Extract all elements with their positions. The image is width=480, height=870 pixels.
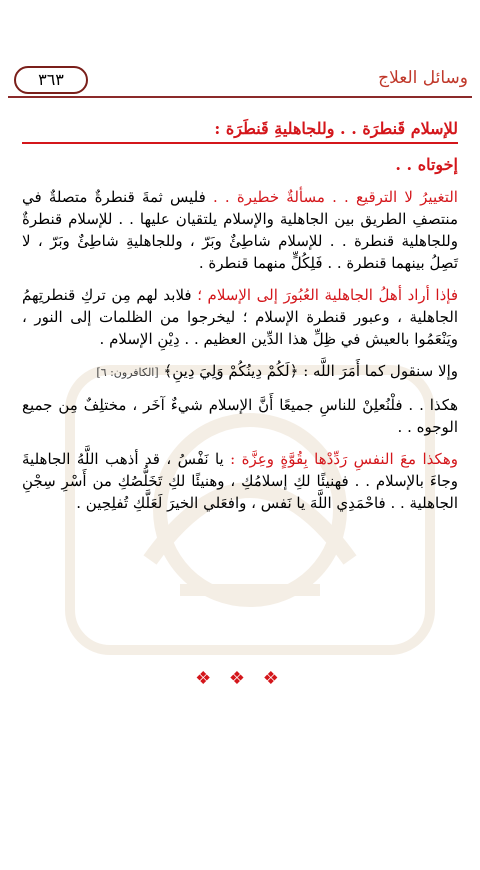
quote-intro: وإلا سنقول كما أَمَرَ اللَّه : bbox=[303, 362, 458, 380]
paragraph-soul bbox=[22, 448, 458, 514]
section-heading-text: للإسلام قَنطرَة . . وللجاهليةِ قَنطَرَة : bbox=[22, 118, 458, 144]
section-heading bbox=[22, 118, 458, 144]
page-content bbox=[22, 118, 458, 524]
page-number: ٣٦٣ bbox=[14, 66, 88, 94]
paragraph-quote bbox=[22, 360, 458, 384]
paragraph-change bbox=[22, 186, 458, 274]
quran-quote: ﴿لَكُمْ دِينُكُمْ وَلِيَ دِينِ﴾ bbox=[163, 362, 299, 380]
paragraph-soul-heading: وهكذا معَ النفسِ رَدِّدْها بِقُوَّةٍ وعِزَّة : bbox=[230, 450, 458, 468]
address-line: إخوتاه . . bbox=[395, 155, 458, 174]
paragraph-soul-body: يا نَفْسُ ، قد أذهب اللَّهُ الجاهليةَ وجاءَ بالإسلام . . فهنيئًا لكِ إسلامُكِ ، وهنيئًا لكِ تَخَلُّصُكِ من أَسْرِ سِجْنِ الجاهلية . . فاحْمَدِي اللَّهَ يا نَفس ، وافعَلي الخيرَ لَعَلَّكِ تُفلِحِين . bbox=[22, 450, 458, 512]
paragraph-change-heading: التغييرُ لا الترقيع . . مسألةٌ خطيرة . . bbox=[212, 188, 458, 206]
paragraph-announce: هكذا . . فلْنُعلِنْ للناسِ جميعًا أَنَّ الإسلام شيءٌ آخَر ، مختلِفٌ مِن جميع الوجوه . . bbox=[22, 396, 458, 436]
header-rule bbox=[8, 96, 472, 98]
quran-reference: [الكافرون: ٦] bbox=[96, 366, 159, 379]
paragraph-crossing-heading: فإذا أراد أهلُ الجاهلية العُبُورَ إلى الإسلام ؛ bbox=[197, 286, 459, 304]
page-header bbox=[8, 62, 472, 96]
end-ornament: ❖ ❖ ❖ bbox=[195, 668, 285, 689]
paragraph-crossing bbox=[22, 284, 458, 350]
running-title: وسائل العلاج bbox=[378, 68, 468, 88]
paragraph-crossing-body: فلابد لهم مِن تركِ قنطرتِهمُ الجاهلية ، وعبور قنطرة الإسلام ؛ ليخرجوا من الظلمات إلى النور ، ويَنْعَمُوا بالعيش في ظِلِّ هذا الدِّين العظيم . . دِيْنِ الإسلام . bbox=[22, 286, 458, 348]
paragraph-change-body: فليس ثمةَ قنطرةٌ متصلةٌ في منتصفِ الطريق بين الجاهلية والإسلام يلتقيان عليها . . للإسلام قنطرةٌ وللجاهلية قنطرة . . للإسلام شاطِئٌ وبَرّ ، وللجاهليةِ شاطِئٌ وبَرّ ، لا تَصِلُ بينهما قنطرة . . فَلِكُلٍّ منهما قنطرة . bbox=[22, 188, 458, 272]
